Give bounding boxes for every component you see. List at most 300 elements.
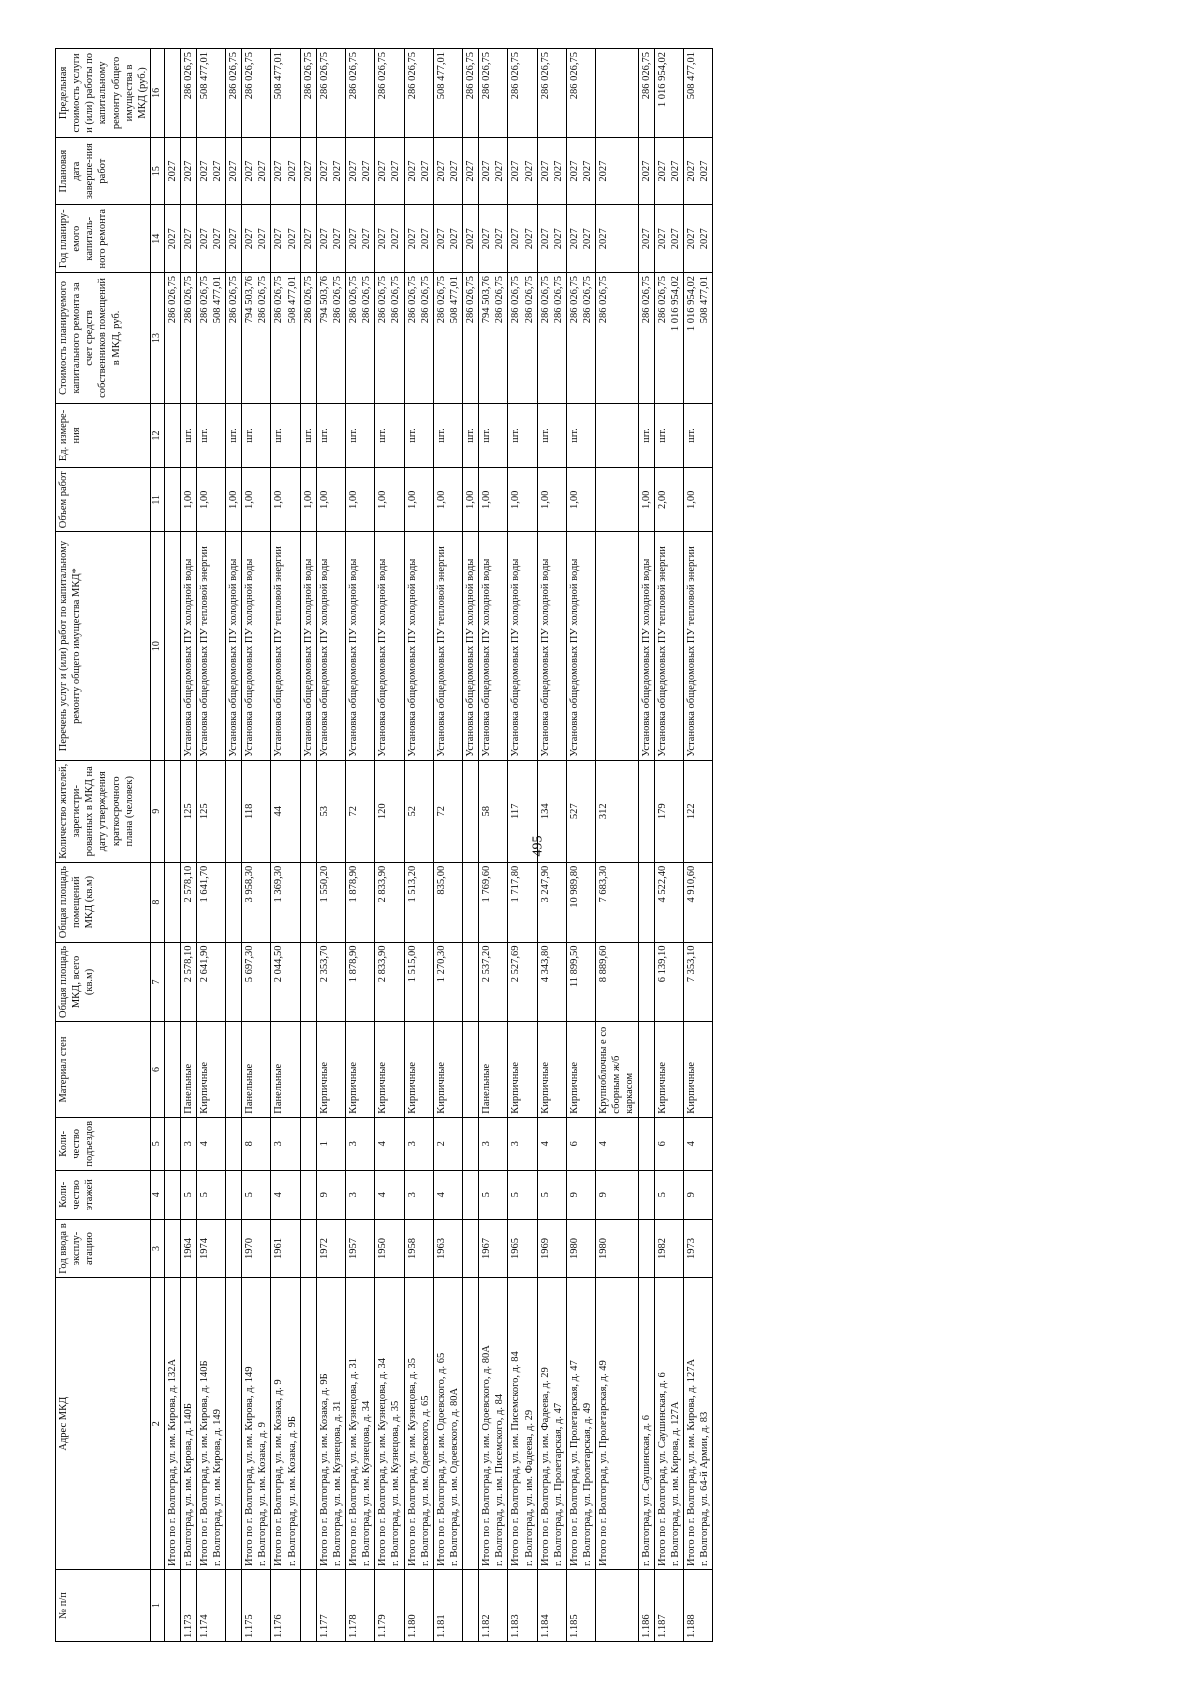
column-number: 8 [151,862,165,942]
rooms-area-cell [463,862,479,942]
total-area-cell: 1 515,00 [404,942,433,1022]
row-number [463,1569,479,1641]
limit-cost-cell: 286 026,75 [404,49,433,138]
table-row [375,49,404,1642]
repair-year-cell [508,205,537,273]
address-cell-line: г. Волгоград, ул. им. Кирова, д. 140Б [182,1403,194,1566]
address-cell-line: г. Волгоград, ул. им. Кузнецова, д. 34 [361,1400,373,1566]
cost-cell [164,273,180,404]
row-number: 1.177 [316,1569,345,1641]
end-date-cell [375,137,404,205]
entrances-cell: 6 [566,1117,595,1170]
cost-cell [300,273,316,404]
unit-cell: шт. [242,403,271,467]
residents-cell: 118 [242,760,271,862]
volume-cell: 1,00 [479,468,508,532]
floors-cell: 9 [566,1170,595,1219]
repair-year-cell-line: 2027 [331,228,343,250]
repair-year-cell-line: 2027 [348,228,359,250]
repair-year-cell-line: 2027 [361,228,373,250]
wall-material-cell: Кирпичные [508,1022,537,1117]
rooms-area-cell: 1 369,30 [271,862,300,942]
address-cell [463,1278,479,1570]
works-cell: Установка общедомовых ПУ холодной воды [242,532,271,760]
floors-cell: 5 [654,1170,683,1219]
address-cell [638,1278,654,1570]
address-cell-line: Итого по г. Волгоград, ул. им. Козака, д. 9Б [318,1373,330,1566]
floors-cell: 4 [433,1170,462,1219]
unit-cell [164,403,180,467]
repair-year-cell [537,205,566,273]
floors-cell [226,1170,242,1219]
cost-cell-line: 286 026,75 [419,276,431,324]
repair-year-cell [180,205,196,273]
table-row [537,49,566,1642]
limit-cost-cell: 286 026,75 [316,49,345,138]
entrances-cell: 4 [683,1117,712,1170]
repair-year-cell-line: 2027 [669,228,681,250]
repair-year-cell [683,205,712,273]
cost-cell-line: 286 026,75 [523,276,535,324]
volume-cell [164,468,180,532]
entrances-cell: 2 [433,1117,462,1170]
works-cell: Установка общедомовых ПУ тепловой энергии [654,532,683,760]
address-cell-line: г. Волгоград, ул. им. Козака, д. 9 [257,1422,269,1566]
end-date-cell [479,137,508,205]
repair-year-cell-line: 2027 [286,228,298,250]
table-row [226,49,242,1642]
address-cell-line: г. Волгоград, ул. им. Кузнецова, д. 35 [390,1400,402,1566]
table-row [433,49,462,1642]
unit-cell: шт. [180,403,196,467]
floors-cell: 4 [271,1170,300,1219]
unit-cell: шт. [463,403,479,467]
repair-year-cell [196,205,225,273]
total-area-cell: 2 527,69 [508,942,537,1022]
cost-cell [654,273,683,404]
unit-cell: шт. [226,403,242,467]
repair-year-cell-line: 2027 [211,228,223,250]
row-number [596,1569,638,1641]
repair-year-cell-line: 2027 [166,228,178,250]
floors-cell: 3 [404,1170,433,1219]
wall-material-cell [463,1022,479,1117]
rooms-area-cell: 1 717,80 [508,862,537,942]
repair-year-cell [596,205,638,273]
works-cell: Установка общедомовых ПУ холодной воды [375,532,404,760]
unit-cell: шт. [638,403,654,467]
address-cell [226,1278,242,1570]
end-date-cell [226,137,242,205]
address-cell-line: Итого по г. Волгоград, ул. им. Кирова, д. 149 [244,1366,256,1566]
unit-cell: шт. [537,403,566,467]
end-date-cell [346,137,375,205]
year-cell [226,1219,242,1278]
table-row [654,49,683,1642]
cost-cell [596,273,638,404]
limit-cost-cell: 286 026,75 [300,49,316,138]
end-date-cell-line: 2027 [640,160,652,182]
row-number: 1.173 [180,1569,196,1641]
end-date-cell [180,137,196,205]
repair-year-cell-line: 2027 [273,228,285,250]
limit-cost-cell: 286 026,75 [242,49,271,138]
address-cell [508,1278,537,1570]
end-date-cell-line: 2027 [552,160,564,182]
cost-cell-line: 286 026,75 [494,276,506,324]
entrances-cell: 3 [508,1117,537,1170]
column-number: 4 [151,1170,165,1219]
volume-cell [596,468,638,532]
volume-cell: 1,00 [346,468,375,532]
end-date-cell-line: 2027 [182,160,194,182]
unit-cell: шт. [654,403,683,467]
repair-year-cell [566,205,595,273]
repair-year-cell [300,205,316,273]
residents-cell: 527 [566,760,595,862]
end-date-cell [242,137,271,205]
column-number: 12 [151,403,165,467]
residents-cell [226,760,242,862]
end-date-cell-line: 2027 [273,160,285,182]
entrances-cell [226,1117,242,1170]
repair-year-cell-line: 2027 [244,228,256,250]
cost-cell-line: 508 477,01 [211,276,223,324]
address-cell-line: Итого по г. Волгоград, ул. им. Фадеева, д. 29 [539,1367,551,1566]
cost-cell-line: 794 503,76 [481,276,493,324]
volume-cell: 1,00 [404,468,433,532]
cost-cell [479,273,508,404]
works-cell: Установка общедомовых ПУ тепловой энергии [433,532,462,760]
volume-cell: 2,00 [654,468,683,532]
total-area-cell: 6 139,10 [654,942,683,1022]
end-date-cell-line: 2027 [211,160,223,182]
end-date-cell [537,137,566,205]
address-cell [346,1278,375,1570]
rooms-area-cell: 4 522,40 [654,862,683,942]
end-date-cell-line: 2027 [685,160,697,182]
row-number: 1.186 [638,1569,654,1641]
end-date-cell-line: 2027 [377,160,389,182]
address-cell-line: Итого по г. Волгоград, ул. Пролетарская, д. 47 [568,1360,580,1566]
cost-cell-line: 286 026,75 [228,276,239,324]
entrances-cell: 3 [180,1117,196,1170]
address-cell-line: Итого по г. Волгоград, ул. им. Писемского, д. 84 [510,1351,522,1566]
residents-cell [164,760,180,862]
column-number: 5 [151,1117,165,1170]
year-cell [638,1219,654,1278]
repair-year-cell-line: 2027 [390,228,402,250]
rooms-area-cell: 3 958,30 [242,862,271,942]
cost-cell [537,273,566,404]
repair-plan-table [55,48,713,1642]
column-header-6: Материал стен [56,1022,151,1117]
table-row [683,49,712,1642]
volume-cell: 1,00 [508,468,537,532]
end-date-cell-line: 2027 [318,160,330,182]
cost-cell-line: 286 026,75 [598,276,610,324]
volume-cell: 1,00 [638,468,654,532]
works-cell: Установка общедомовых ПУ холодной воды [226,532,242,760]
unit-cell: шт. [433,403,462,467]
total-area-cell: 2 537,20 [479,942,508,1022]
address-cell-line: г. Волгоград, ул. им. Кирова, д. 127А [669,1401,681,1566]
works-cell: Установка общедомовых ПУ холодной воды [479,532,508,760]
unit-cell: шт. [375,403,404,467]
wall-material-cell: Панельные [271,1022,300,1117]
column-header-1: № п/п [56,1569,151,1641]
year-cell [463,1219,479,1278]
rooms-area-cell [300,862,316,942]
address-cell [537,1278,566,1570]
year-cell: 1963 [433,1219,462,1278]
cost-cell-line: 286 026,75 [552,276,564,324]
repair-year-cell-line: 2027 [523,228,535,250]
year-cell: 1961 [271,1219,300,1278]
repair-year-cell-line: 2027 [552,228,564,250]
end-date-cell [654,137,683,205]
address-cell-line: г. Волгоград, ул. им. Одоевского, д. 80А [448,1387,460,1566]
address-cell [566,1278,595,1570]
cost-cell-line: 286 026,75 [582,276,593,324]
year-cell: 1957 [346,1219,375,1278]
header-row [56,49,151,1642]
year-cell: 1958 [404,1219,433,1278]
end-date-cell [271,137,300,205]
residents-cell: 312 [596,760,638,862]
wall-material-cell: Кирпичные [566,1022,595,1117]
address-cell [375,1278,404,1570]
limit-cost-cell: 508 477,01 [196,49,225,138]
cost-cell-line: 286 026,75 [182,276,194,324]
floors-cell [300,1170,316,1219]
residents-cell [300,760,316,862]
wall-material-cell: Панельные [180,1022,196,1117]
cost-cell [566,273,595,404]
total-area-cell: 4 343,80 [537,942,566,1022]
total-area-cell [226,942,242,1022]
end-date-cell-line: 2027 [582,160,593,182]
residents-cell: 52 [404,760,433,862]
entrances-cell: 3 [479,1117,508,1170]
rooms-area-cell [638,862,654,942]
address-cell-line: Итого по г. Волгоград, ул. Пролетарская, д. 49 [598,1360,610,1566]
end-date-cell [508,137,537,205]
wall-material-cell: Кирпичные [433,1022,462,1117]
cost-cell [404,273,433,404]
floors-cell: 5 [508,1170,537,1219]
page-number: 495 [530,835,546,857]
unit-cell: шт. [316,403,345,467]
wall-material-cell: Кирпичные [683,1022,712,1117]
entrances-cell [638,1117,654,1170]
unit-cell: шт. [508,403,537,467]
residents-cell: 53 [316,760,345,862]
rotated-table-container [55,48,1200,1642]
end-date-cell [596,137,638,205]
floors-cell: 9 [316,1170,345,1219]
column-number: 3 [151,1219,165,1278]
volume-cell: 1,00 [375,468,404,532]
works-cell: Установка общедомовых ПУ холодной воды [316,532,345,760]
column-header-4: Коли-чество этажей [56,1170,151,1219]
floors-cell: 5 [180,1170,196,1219]
limit-cost-cell: 1 016 954,02 [654,49,683,138]
column-header-9: Количество жителей, зарегистри-рованных в МКД на дату утверждения краткосрочного плана (человек) [56,760,151,862]
row-number: 1.175 [242,1569,271,1641]
column-header-2: Адрес МКД [56,1278,151,1570]
floors-cell: 4 [375,1170,404,1219]
entrances-cell: 3 [404,1117,433,1170]
rooms-area-cell: 10 989,80 [566,862,595,942]
column-number: 14 [151,205,165,273]
table-row [164,49,180,1642]
total-area-cell [638,942,654,1022]
rooms-area-cell: 2 833,90 [375,862,404,942]
column-header-10: Перечень услуг и (или) работ по капитальному ремонту общего имущества МКД* [56,532,151,760]
end-date-cell [164,137,180,205]
address-cell-line: г. Волгоград, ул. им. Фадеева, д. 29 [523,1409,535,1566]
limit-cost-cell: 286 026,75 [566,49,595,138]
end-date-cell [463,137,479,205]
repair-year-cell [638,205,654,273]
total-area-cell: 2 578,10 [180,942,196,1022]
rooms-area-cell: 1 769,60 [479,862,508,942]
rooms-area-cell: 3 247,90 [537,862,566,942]
repair-year-cell-line: 2027 [228,228,239,250]
cost-cell-line: 1 016 954,02 [685,276,697,332]
limit-cost-cell: 286 026,75 [638,49,654,138]
cost-cell-line: 286 026,75 [302,276,314,324]
total-area-cell: 2 641,90 [196,942,225,1022]
address-cell-line: Итого по г. Волгоград, ул. им. Кузнецова, д. 34 [377,1358,389,1566]
limit-cost-cell: 508 477,01 [683,49,712,138]
floors-cell: 3 [346,1170,375,1219]
residents-cell [463,760,479,862]
column-header-11: Объем работ [56,468,151,532]
table-row [242,49,271,1642]
rooms-area-cell [226,862,242,942]
end-date-cell-line: 2027 [699,160,710,182]
address-cell [596,1278,638,1570]
repair-year-cell-line: 2027 [465,228,476,250]
end-date-cell [196,137,225,205]
cost-cell-line: 286 026,75 [390,276,402,324]
cost-cell [463,273,479,404]
year-cell: 1970 [242,1219,271,1278]
cost-cell-line: 286 026,75 [331,276,343,324]
limit-cost-cell: 508 477,01 [433,49,462,138]
residents-cell: 122 [683,760,712,862]
works-cell: Установка общедомовых ПУ тепловой энергии [683,532,712,760]
cost-cell [196,273,225,404]
repair-year-cell-line: 2027 [568,228,580,250]
limit-cost-cell [596,49,638,138]
wall-material-cell: Крупноблочны е со сборным ж/б каркасом [596,1022,638,1117]
address-cell [242,1278,271,1570]
repair-year-cell-line: 2027 [582,228,593,250]
end-date-cell-line: 2027 [257,160,269,182]
unit-cell: шт. [300,403,316,467]
residents-cell: 72 [346,760,375,862]
address-cell-line: Итого по г. Волгоград, ул. им. Кирова, д. 132А [166,1358,178,1566]
cost-cell-line: 508 477,01 [448,276,460,324]
entrances-cell: 4 [596,1117,638,1170]
repair-year-cell [316,205,345,273]
repair-year-cell [404,205,433,273]
year-cell: 1965 [508,1219,537,1278]
column-header-5: Коли-чество подъездов [56,1117,151,1170]
cost-cell [638,273,654,404]
repair-year-cell-line: 2027 [377,228,389,250]
address-cell [300,1278,316,1570]
volume-cell: 1,00 [433,468,462,532]
column-number: 6 [151,1022,165,1117]
address-cell [479,1278,508,1570]
cost-cell-line: 286 026,75 [510,276,522,324]
end-date-cell [404,137,433,205]
year-cell: 1964 [180,1219,196,1278]
cost-cell-line: 794 503,76 [318,276,330,324]
end-date-cell-line: 2027 [465,160,476,182]
repair-year-cell-line: 2027 [257,228,269,250]
volume-cell: 1,00 [271,468,300,532]
column-number: 1 [151,1569,165,1641]
floors-cell [463,1170,479,1219]
volume-cell: 1,00 [242,468,271,532]
end-date-cell-line: 2027 [361,160,373,182]
column-header-15: Плановая дата заверше-ния работ [56,137,151,205]
cost-cell-line: 286 026,75 [640,276,652,324]
address-cell-line: г. Волгоград, ул. Саушинская, д. 6 [640,1414,652,1566]
works-cell: Установка общедомовых ПУ тепловой энергии [196,532,225,760]
repair-year-cell-line: 2027 [640,228,652,250]
year-cell [300,1219,316,1278]
works-cell: Установка общедомовых ПУ холодной воды [537,532,566,760]
address-cell-line: г. Волгоград, ул. Пролетарская, д. 47 [552,1402,564,1566]
address-cell [164,1278,180,1570]
column-number: 15 [151,137,165,205]
end-date-cell-line: 2027 [539,160,551,182]
unit-cell: шт. [196,403,225,467]
row-number: 1.183 [508,1569,537,1641]
table-row [316,49,345,1642]
total-area-cell: 2 044,50 [271,942,300,1022]
residents-cell: 125 [180,760,196,862]
cost-cell [316,273,345,404]
wall-material-cell: Кирпичные [196,1022,225,1117]
year-cell: 1950 [375,1219,404,1278]
repair-year-cell [463,205,479,273]
unit-cell: шт. [404,403,433,467]
address-cell-line: г. Волгоград, ул. им. Кузнецова, д. 31 [331,1400,343,1566]
year-cell: 1973 [683,1219,712,1278]
total-area-cell [164,942,180,1022]
row-number: 1.174 [196,1569,225,1641]
floors-cell: 5 [479,1170,508,1219]
floors-cell: 5 [196,1170,225,1219]
column-header-7: Общая площадь МКД, всего (кв.м) [56,942,151,1022]
address-cell-line: Итого по г. Волгоград, ул. им. Одоевского, д. 65 [435,1352,447,1566]
row-number: 1.178 [346,1569,375,1641]
row-number: 1.184 [537,1569,566,1641]
limit-cost-cell: 286 026,75 [463,49,479,138]
limit-cost-cell: 508 477,01 [271,49,300,138]
address-cell [196,1278,225,1570]
end-date-cell-line: 2027 [598,160,610,182]
rooms-area-cell: 1 641,70 [196,862,225,942]
total-area-cell: 11 899,50 [566,942,595,1022]
